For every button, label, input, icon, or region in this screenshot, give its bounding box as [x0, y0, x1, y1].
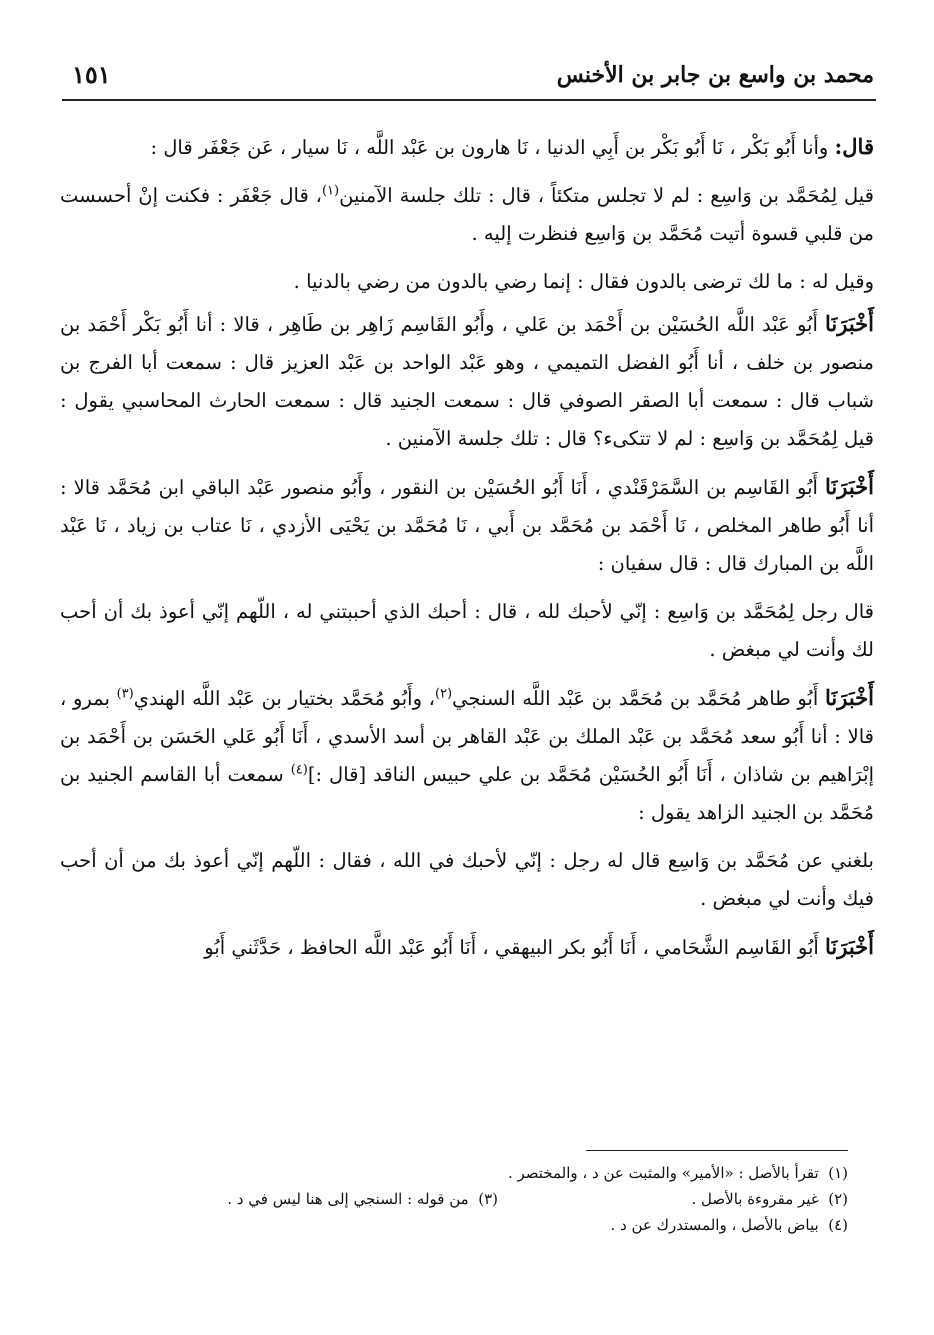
- footnote: [611, 1212, 848, 1238]
- paragraph-text: وأنا أَبُو بَكْر ، نَا أَبُو بَكْر بن أَبِي الدنيا ، نَا هارون بن عَبْد اللَّه ، نَا سيار ، عَن جَعْفَر قال :: [150, 136, 835, 159]
- paragraph-text: بمرو ، قالا : أنا أَبُو سعد مُحَمَّد بن عَبْد الملك بن عَبْد القاهر بن أسد الأسدي ، أَنَا أَبُو عَلي الحَسَن بن أَحْمَد بن إبْرَاهيم بن شاذان ، أَنَا أَبُو الحُسَيْن مُحَمَّد بن علي حبيس الناقد [قال :]: [60, 687, 874, 786]
- paragraph-lead: أَخْبَرَنَا: [825, 311, 874, 336]
- paragraph-text: سمعت أبا القاسم الجنيد بن مُحَمَّد بن الجنيد الزاهد يقول :: [60, 763, 874, 824]
- page-header: [60, 58, 874, 98]
- footnote-number: (٤): [828, 1216, 848, 1234]
- footnote-number: (٣): [478, 1190, 498, 1208]
- paragraph-text: قال رجل لِمُحَمَّد بن وَاسِع : إنّي لأحبك لله ، قال : أحبك الذي أحببتني له ، اللّهم إنّي أعوذ بك أن أحب لك وأنت لي مبغض .: [60, 600, 874, 661]
- footnote-row: [60, 1160, 848, 1186]
- main-text: [60, 128, 874, 977]
- paragraph-text: ، قال جَعْفَر : فكنت إنْ أحسست من قلبي قسوة أتيت مُحَمَّد بن وَاسِع فنظرت إليه .: [60, 184, 874, 245]
- paragraph-text: أَبُو عَبْد اللَّه الحُسَيْن بن أَحْمَد بن عَلي ، وأَبُو القَاسِم زَاهِر بن طَاهِر ، قالا : أنا أَبُو بَكْر أَحْمَد بن منصور بن خلف ، أنا أَبُو الفضل التميمي ، وهو عَبْد الواحد بن عَبْد العزيز قال : سمعت أبا الفرج بن شباب قال : سمعت أبا الصقر الصوفي قال : سمعت الجنيد قال : سمعت الحارث المحاسبي يقول : قيل لِمُحَمَّد بن وَاسِع : لم لا تتكىء؟ قال : تلك جلسة الآمنين .: [60, 313, 874, 450]
- footnote-divider: [586, 1150, 848, 1151]
- footnote-ref[interactable]: (٢): [434, 686, 453, 702]
- paragraph: [60, 593, 874, 669]
- header-divider: [62, 99, 876, 101]
- footnote-row: [60, 1212, 848, 1238]
- footnote-number: (١): [828, 1164, 848, 1182]
- footnotes: [60, 1160, 848, 1238]
- paragraph: [60, 679, 874, 832]
- paragraph: [60, 305, 874, 458]
- paragraph-lead: أَخْبَرَنَا: [825, 685, 874, 710]
- footnote-ref[interactable]: (٤): [290, 762, 308, 778]
- footnote-ref[interactable]: (٣): [116, 686, 134, 702]
- paragraph: [60, 928, 874, 967]
- footnote: [227, 1186, 498, 1212]
- footnote: [692, 1186, 849, 1212]
- paragraph: [60, 468, 874, 583]
- paragraph-text: ، وأَبُو مُحَمَّد بختيار بن عَبْد اللَّه الهندي: [133, 687, 435, 710]
- footnote-ref[interactable]: (١): [321, 183, 340, 199]
- paragraph-text: أَبُو طاهر مُحَمَّد بن مُحَمَّد بن عَبْد اللَّه السنجي: [452, 687, 826, 710]
- paragraph: [60, 128, 874, 167]
- page-number: ١٥١: [72, 60, 111, 89]
- paragraph: [60, 263, 874, 301]
- paragraph-text: أَبُو القَاسِم بن السَّمَرْقَنْدي ، أَنَا أَبُو الحُسَيْن بن النقور ، وأَبُو منصور عَبْد الباقي ابن مُحَمَّد قالا : أنا أَبُو طاهر المخلص ، نَا أَحْمَد بن مُحَمَّد بن أَبي ، نَا مُحَمَّد بن يَحْيَى الأزدي ، نَا عتاب بن زياد ، نَا عَبْد اللَّه بن المبارك قال : قال سفيان :: [60, 476, 874, 575]
- paragraph-text: بلغني عن مُحَمَّد بن وَاسِع قال له رجل : إنّي لأحبك في الله ، فقال : اللّهم إنّي أعوذ بك من أن أحب فيك وأنت لي مبغض .: [60, 849, 874, 910]
- footnote-number: (٢): [828, 1190, 848, 1208]
- footnote-text: تقرأ بالأصل : «الأمير» والمثبت عن د ، والمختصر .: [507, 1164, 819, 1182]
- paragraph-text: وقيل له : ما لك ترضى بالدون فقال : إنما رضي بالدون من رضي بالدنيا .: [293, 270, 874, 293]
- paragraph-text: قيل لِمُحَمَّد بن وَاسِع : لم لا تجلس متكئاً ، قال : تلك جلسة الآمنين: [339, 184, 874, 207]
- footnote-text: من قوله : السنجي إلى هنا ليس في د .: [227, 1190, 469, 1208]
- paragraph-lead: أَخْبَرَنَا: [825, 474, 874, 499]
- running-title: محمد بن واسع بن جابر بن الأخنس: [556, 62, 874, 88]
- footnote-row: [60, 1186, 848, 1212]
- footnote: [508, 1160, 848, 1186]
- footnote-text: بياض بالأصل ، والمستدرك عن د .: [610, 1216, 819, 1234]
- paragraph-lead: قال:: [834, 134, 874, 159]
- paragraph: [60, 177, 874, 253]
- footnote-text: غير مقروءة بالأصل .: [691, 1190, 819, 1208]
- paragraph-text: أَبُو القَاسِم الشَّحَامي ، أَنَا أَبُو بكر البيهقي ، أَنَا أَبُو عَبْد اللَّه الحافظ ، حَدَّثَني أَبُو: [204, 936, 826, 959]
- paragraph-lead: أَخْبَرَنَا: [825, 934, 874, 959]
- paragraph: [60, 842, 874, 918]
